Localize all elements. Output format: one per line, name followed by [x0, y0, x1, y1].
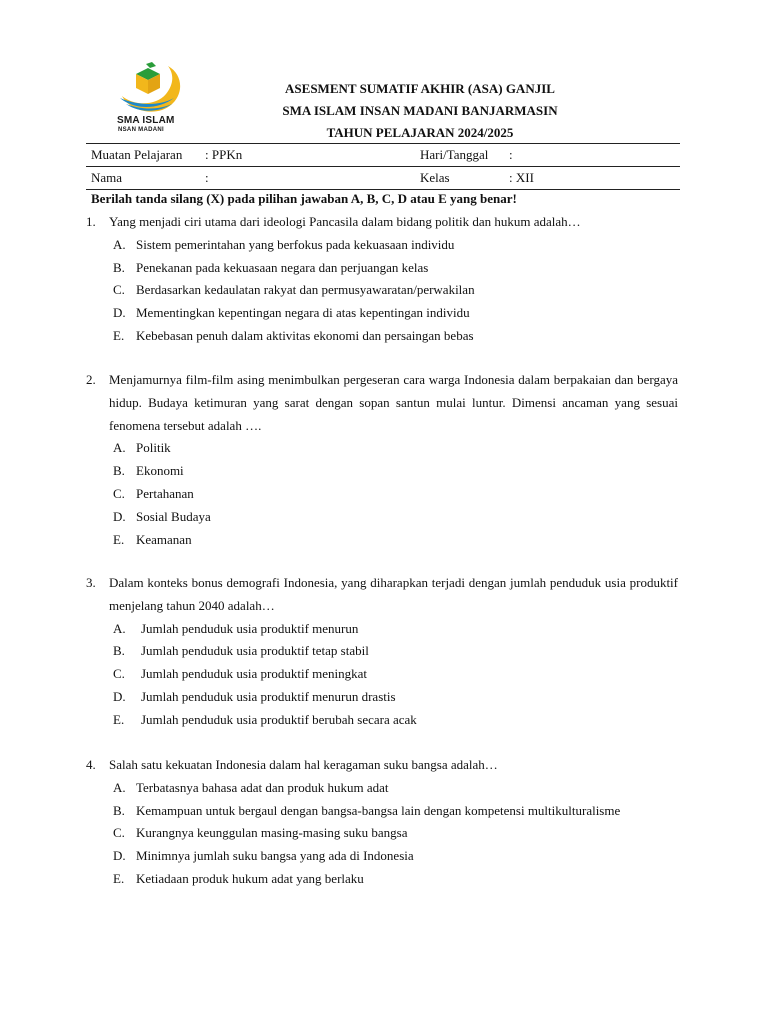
question-3: [86, 572, 678, 732]
option-b[interactable]: [86, 460, 678, 483]
option-e[interactable]: [86, 325, 678, 348]
name-value: :: [205, 170, 209, 185]
option-letter: D.: [113, 848, 126, 864]
options-list: [86, 437, 678, 551]
option-text: Berdasarkan kedaulatan rakyat dan permusyawaratan/perwakilan: [136, 282, 475, 298]
question-body: Salah satu kekuatan Indonesia dalam hal keragaman suku bangsa adalah…: [109, 757, 498, 772]
options-list: [86, 777, 678, 891]
option-e[interactable]: [86, 868, 678, 891]
class-label: Kelas: [420, 170, 450, 185]
question-number: 2.: [86, 372, 96, 387]
class-value: : XII: [509, 170, 534, 185]
exam-title-block: [230, 78, 610, 144]
option-letter: A.: [113, 236, 126, 252]
option-b[interactable]: [86, 257, 678, 280]
option-text: Minimnya jumlah suku bangsa yang ada di Indonesia: [136, 848, 414, 864]
option-a[interactable]: [86, 437, 678, 460]
option-letter: C.: [113, 282, 125, 298]
option-letter: C.: [113, 666, 125, 682]
option-text: Terbatasnya bahasa adat dan produk hukum adat: [136, 779, 389, 795]
option-c[interactable]: [86, 663, 678, 686]
option-letter: D.: [113, 305, 126, 321]
info-row-name: [86, 167, 680, 190]
option-letter: A.: [113, 779, 126, 795]
option-letter: B.: [113, 259, 125, 275]
info-row-subject: [86, 144, 680, 167]
option-text: Jumlah penduduk usia produktif tetap stabil: [141, 643, 369, 659]
question-text: [86, 369, 678, 437]
option-letter: E.: [113, 327, 125, 343]
option-text: Ekonomi: [136, 463, 184, 479]
question-2: [86, 369, 678, 551]
option-letter: C.: [113, 825, 125, 841]
school-name: SMA ISLAM INSAN MADANI BANJARMASIN: [282, 103, 558, 118]
academic-year: TAHUN PELAJARAN 2024/2025: [326, 125, 514, 140]
option-a[interactable]: [86, 777, 678, 800]
option-text: Kurangnya keunggulan masing-masing suku bangsa: [136, 825, 408, 841]
option-letter: E.: [113, 711, 125, 727]
exam-info-table: [86, 143, 680, 190]
subject-label: Muatan Pelajaran: [91, 147, 183, 162]
option-text: Keamanan: [136, 531, 192, 547]
school-logo-icon: [116, 62, 186, 116]
option-a[interactable]: [86, 618, 678, 641]
option-text: Kemampuan untuk bergaul dengan bangsa-bangsa lain dengan kompetensi multikulturalisme: [136, 802, 621, 818]
option-letter: C.: [113, 485, 125, 501]
logo-text-school: SMA ISLAM: [117, 115, 175, 126]
day-label: Hari/Tanggal: [420, 147, 489, 162]
option-letter: B.: [113, 802, 125, 818]
question-1: [86, 211, 678, 348]
option-e[interactable]: [86, 529, 678, 552]
option-text: Jumlah penduduk usia produktif meningkat: [141, 666, 368, 682]
option-text: Sosial Budaya: [136, 508, 211, 524]
option-letter: E.: [113, 870, 125, 886]
option-d[interactable]: [86, 845, 678, 868]
instruction-text: Berilah tanda silang (X) pada pilihan jawaban A, B, C, D atau E yang benar!: [91, 191, 517, 206]
day-value: :: [509, 147, 513, 162]
question-number: 3.: [86, 575, 96, 590]
option-text: Jumlah penduduk usia produktif menurun drastis: [141, 688, 396, 704]
question-text: [86, 572, 678, 618]
question-body: Dalam konteks bonus demografi Indonesia, yang diharapkan terjadi dengan jumlah penduduk usia produktif menjelang tahun 2040 adalah…: [109, 575, 678, 613]
question-4: [86, 754, 678, 891]
option-letter: A.: [113, 440, 126, 456]
option-text: Sistem pemerintahan yang berfokus pada kekuasaan individu: [136, 236, 455, 252]
option-letter: E.: [113, 531, 125, 547]
option-text: Jumlah penduduk usia produktif menurun: [141, 620, 359, 636]
option-d[interactable]: [86, 686, 678, 709]
question-body: Menjamurnya film-film asing menimbulkan pergeseran cara warga Indonesia dalam berpakaian dan bergaya hidup. Budaya ketimuran yang sarat dengan sopan santun mulai luntur. Dimensi ancaman yang sesuai fenomena tersebut adalah ….: [109, 372, 678, 433]
subject-value: : PPKn: [205, 147, 243, 162]
option-d[interactable]: [86, 302, 678, 325]
options-list: [86, 234, 678, 348]
option-c[interactable]: [86, 483, 678, 506]
option-text: Jumlah penduduk usia produktif berubah secara acak: [141, 711, 417, 727]
question-body: Yang menjadi ciri utama dari ideologi Pancasila dalam bidang politik dan hukum adalah…: [109, 214, 581, 229]
option-c[interactable]: [86, 822, 678, 845]
option-text: Politik: [136, 440, 171, 456]
option-letter: D.: [113, 508, 126, 524]
exam-title: ASESMENT SUMATIF AKHIR (ASA) GANJIL: [285, 81, 555, 96]
name-label: Nama: [91, 170, 123, 185]
option-text: Penekanan pada kekuasaan negara dan perjuangan kelas: [136, 259, 429, 275]
option-a[interactable]: [86, 234, 678, 257]
option-c[interactable]: [86, 279, 678, 302]
question-text: [86, 211, 678, 234]
option-b[interactable]: [86, 800, 678, 823]
option-letter: B.: [113, 643, 125, 659]
options-list: [86, 618, 678, 732]
option-text: Ketiadaan produk hukum adat yang berlaku: [136, 870, 364, 886]
option-text: Kebebasan penuh dalam aktivitas ekonomi dan persaingan bebas: [136, 327, 474, 343]
option-text: Mementingkan kepentingan negara di atas kepentingan individu: [136, 305, 470, 321]
logo-text-subtitle: NSAN MADANI: [118, 127, 164, 133]
option-e[interactable]: [86, 709, 678, 732]
option-b[interactable]: [86, 640, 678, 663]
option-text: Pertahanan: [136, 485, 194, 501]
question-number: 4.: [86, 757, 96, 772]
question-text: [86, 754, 678, 777]
option-letter: A.: [113, 620, 126, 636]
option-d[interactable]: [86, 506, 678, 529]
school-logo: [110, 62, 190, 140]
question-number: 1.: [86, 214, 96, 229]
option-letter: B.: [113, 463, 125, 479]
option-letter: D.: [113, 688, 126, 704]
